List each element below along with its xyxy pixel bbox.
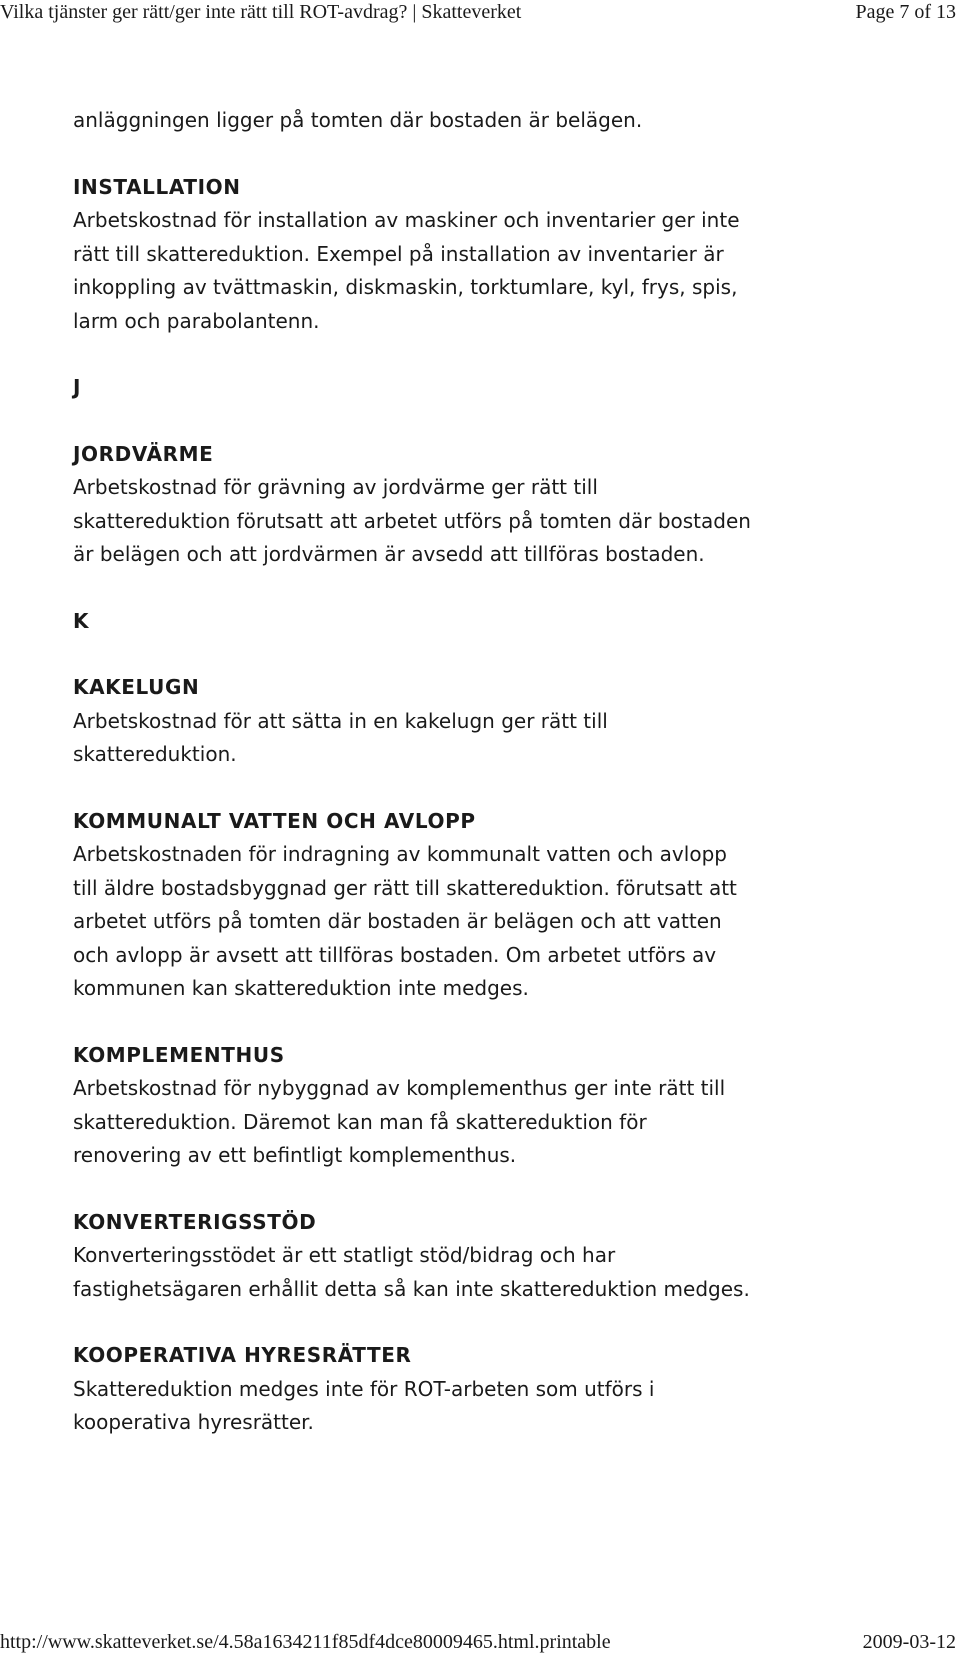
page-title: Vilka tjänster ger rätt/ger inte rätt till ROT-avdrag? | Skatteverket — [0, 1, 522, 23]
section-heading: JORDVÄRME — [73, 441, 214, 466]
section-heading: KOMMUNALT VATTEN OCH AVLOPP — [73, 808, 476, 833]
body-line: Arbetskostnad för grävning av jordvärme ger rätt till — [73, 475, 598, 499]
body-line: larm och parabolantenn. — [73, 308, 320, 333]
body-line: kommunen kan skattereduktion inte medges. — [73, 976, 529, 1000]
section-heading: KOOPERATIVA HYRESRÄTTER — [73, 1343, 412, 1367]
print-header — [0, 0, 960, 24]
body-line: Arbetskostnad för att sätta in en kakelugn ger rätt till — [73, 708, 608, 733]
document-body — [73, 104, 933, 1473]
body-line: kooperativa hyresrätter. — [73, 1410, 314, 1434]
section-heading: KONVERTERIGSSTÖD — [73, 1209, 317, 1234]
body-line: arbetet utförs på tomten där bostaden är belägen och att vatten — [73, 909, 722, 933]
page-url: http://www.skatteverket.se/4.58a1634211f85df4dce80009465.html.printable — [0, 1631, 611, 1653]
section-installation — [73, 171, 933, 339]
letter-heading-k — [73, 605, 933, 639]
body-line: Arbetskostnad för nybyggnad av komplementhus ger inte rätt till — [73, 1076, 726, 1100]
alphabet-letter: J — [73, 375, 82, 399]
section-heading: KOMPLEMENTHUS — [73, 1042, 285, 1067]
body-line: Arbetskostnaden för indragning av kommunalt vatten och avlopp — [73, 842, 727, 866]
body-line: Arbetskostnad för installation av maskiner och inventarier ger inte — [73, 208, 740, 232]
body-line: rätt till skattereduktion. Exempel på installation av inventarier är — [73, 241, 724, 266]
continued-paragraph: anläggningen ligger på tomten där bostaden är belägen. — [73, 108, 643, 132]
section-kommunalt-vatten — [73, 805, 933, 1006]
section-heading: KAKELUGN — [73, 675, 200, 699]
section-komplementhus — [73, 1039, 933, 1173]
alphabet-letter: K — [73, 608, 90, 633]
body-line: skattereduktion förutsatt att arbetet utförs på tomten där bostaden — [73, 508, 751, 533]
letter-heading-j — [73, 371, 933, 405]
print-footer — [0, 1630, 960, 1654]
body-line: är belägen och att jordvärmen är avsedd att tillföras bostaden. — [73, 542, 705, 566]
body-line: skattereduktion. Däremot kan man få skattereduktion för — [73, 1109, 647, 1134]
page-number: Page 7 of 13 — [855, 1, 956, 23]
section-konverterigsstod — [73, 1206, 933, 1307]
section-kakelugn — [73, 671, 933, 772]
body-line: fastighetsägaren erhållit detta så kan inte skattereduktion medges. — [73, 1276, 750, 1301]
body-line: skattereduktion. — [73, 742, 237, 766]
print-date: 2009-03-12 — [862, 1631, 956, 1653]
body-line: Konverteringsstödet är ett statligt stöd/bidrag och har — [73, 1243, 616, 1267]
body-line: och avlopp är avsett att tillföras bostaden. Om arbetet utförs av — [73, 942, 717, 967]
section-heading: INSTALLATION — [73, 174, 241, 199]
section-jordvarme — [73, 438, 933, 572]
body-line: renovering av ett befintligt komplementhus. — [73, 1143, 517, 1167]
body-line: Skattereduktion medges inte för ROT-arbeten som utförs i — [73, 1376, 655, 1401]
body-line: inkoppling av tvättmaskin, diskmaskin, torktumlare, kyl, frys, spis, — [73, 275, 738, 299]
section-kooperativa-hyresratter — [73, 1339, 933, 1440]
body-line: till äldre bostadsbyggnad ger rätt till skattereduktion. förutsatt att — [73, 875, 737, 900]
